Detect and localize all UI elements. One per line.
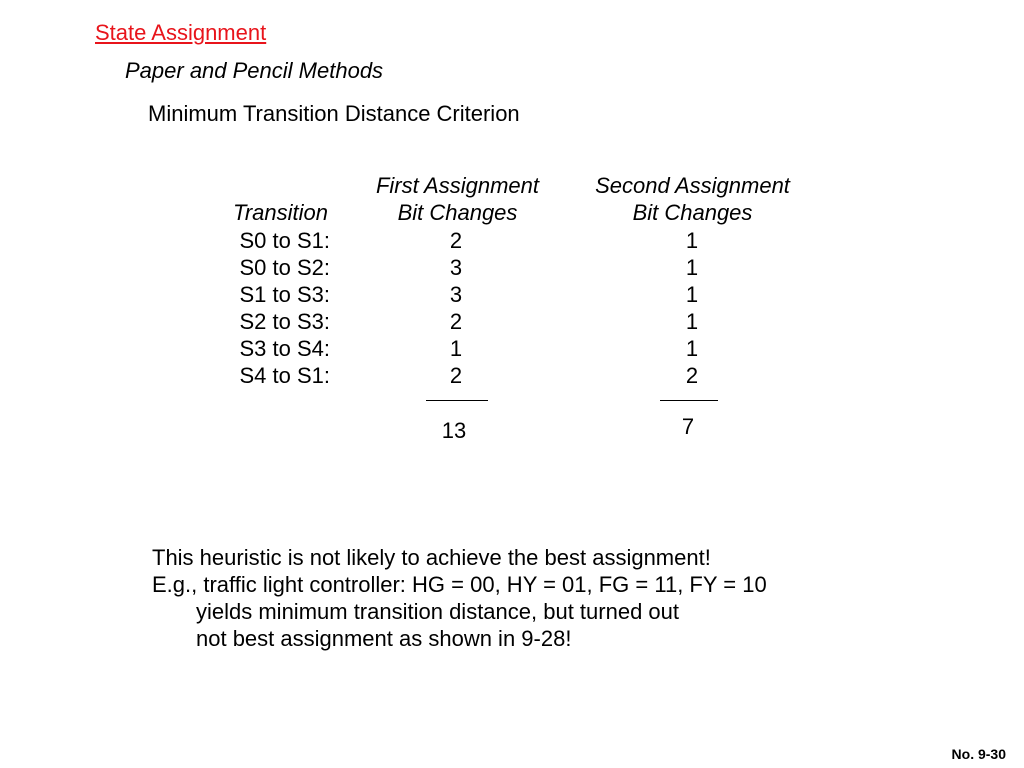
header-second-assignment: Second Assignment [595,173,790,198]
table-row-first: 1 [449,336,463,361]
table-row-transition: S1 to S3: [239,282,330,307]
table-row-second: 1 [685,336,699,361]
second-sum-divider [660,400,718,401]
table-row-first: 3 [449,282,463,307]
table-row-transition: S4 to S1: [239,363,330,388]
header-first-assignment: First Assignment [375,173,539,198]
table-row-first: 2 [449,309,463,334]
table-row-first: 2 [449,363,463,388]
header-transition: Transition [233,200,328,225]
page-number: No. 9-30 [951,746,1006,762]
table-row-second: 1 [685,282,699,307]
table-row-transition: S0 to S2: [239,255,330,280]
header-first-bit-changes: Bit Changes [397,200,518,225]
criterion-heading: Minimum Transition Distance Criterion [148,101,520,126]
slide-title: State Assignment [95,20,267,45]
first-total: 13 [441,418,467,443]
note-line: This heuristic is not likely to achieve the best assignment! [152,545,711,570]
slide-subtitle: Paper and Pencil Methods [125,58,384,83]
table-row-second: 1 [685,255,699,280]
header-second-bit-changes: Bit Changes [632,200,753,225]
note-line: E.g., traffic light controller: HG = 00, HY = 01, FG = 11, FY = 10 [152,572,767,597]
table-row-second: 1 [685,309,699,334]
table-row-second: 2 [685,363,699,388]
table-row-transition: S3 to S4: [239,336,330,361]
table-row-second: 1 [685,228,699,253]
second-total: 7 [681,414,695,439]
note-line: yields minimum transition distance, but turned out [196,599,680,624]
table-row-transition: S0 to S1: [239,228,330,253]
table-row-first: 2 [449,228,463,253]
note-line: not best assignment as shown in 9-28! [196,626,572,651]
table-row-first: 3 [449,255,463,280]
first-sum-divider [426,400,488,401]
table-row-transition: S2 to S3: [239,309,330,334]
